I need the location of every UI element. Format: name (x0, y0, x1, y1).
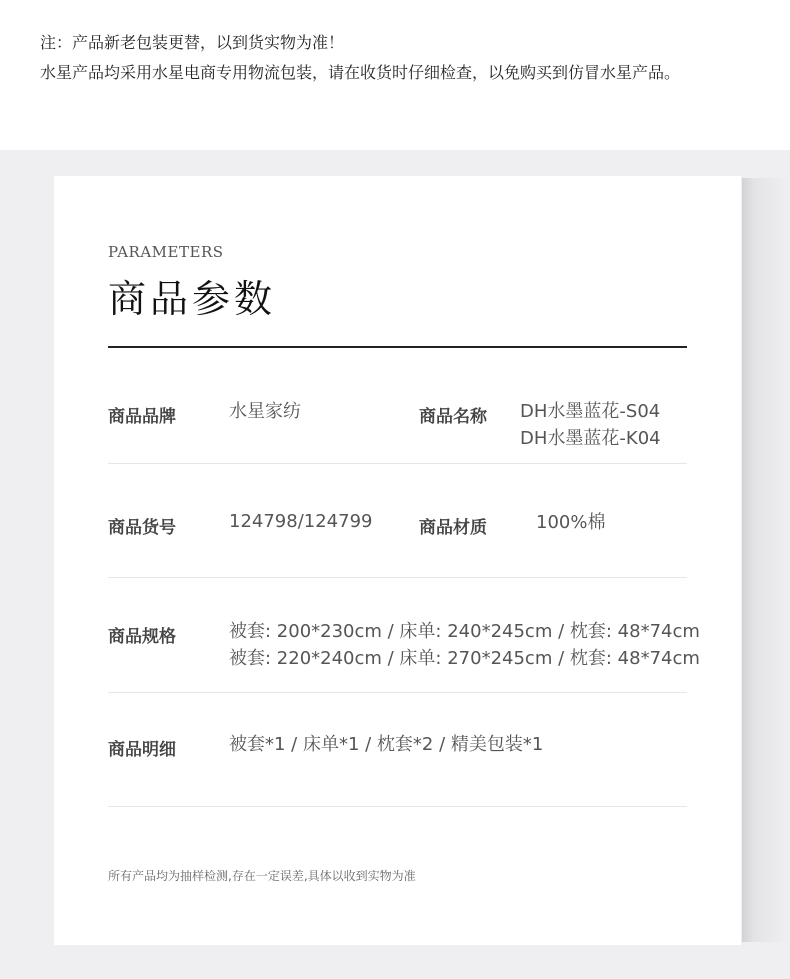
param-value-specs (229, 618, 700, 672)
section-eyebrow: PARAMETERS (108, 243, 224, 261)
param-value-sku: 124798/124799 (229, 511, 373, 532)
card-shadow (742, 178, 790, 942)
param-value-brand: 水星家纺 (229, 401, 301, 422)
param-value-name-line-1: DH水墨蓝花-S04 (520, 401, 661, 422)
param-row-brand-name (108, 348, 687, 464)
param-label-sku: 商品货号 (108, 518, 176, 538)
param-label-name: 商品名称 (419, 407, 487, 427)
param-value-name (520, 398, 661, 452)
param-value-specs-line-2: 被套: 220*240cm / 床单: 270*245cm / 枕套: 48*74cm (229, 648, 700, 669)
param-row-specs (108, 578, 700, 693)
notice-text (40, 28, 680, 88)
parameters-card (54, 176, 741, 945)
notice-line-2: 水星产品均采用水星电商专用物流包装，请在收货时仔细检查，以免购买到仿冒水星产品。 (40, 63, 681, 82)
disclaimer-footnote: 所有产品均为抽样检测,存在一定误差,具体以收到实物为准 (108, 869, 416, 883)
param-value-name-line-2: DH水墨蓝花-K04 (520, 428, 661, 449)
param-value-specs-line-1: 被套: 200*230cm / 床单: 240*245cm / 枕套: 48*74cm (229, 621, 700, 642)
param-value-details: 被套*1 / 床单*1 / 枕套*2 / 精美包装*1 (229, 734, 544, 755)
param-label-brand: 商品品牌 (108, 407, 176, 427)
param-label-specs: 商品规格 (108, 627, 176, 647)
param-row-sku-material (108, 464, 687, 578)
param-row-details (108, 693, 687, 807)
section-title: 商品参数 (108, 277, 277, 321)
param-label-details: 商品明细 (108, 740, 176, 760)
param-label-material: 商品材质 (419, 518, 487, 538)
param-value-material: 100%棉 (536, 512, 606, 533)
notice-line-1: 注：产品新老包装更替，以到货实物为准！ (40, 33, 345, 52)
